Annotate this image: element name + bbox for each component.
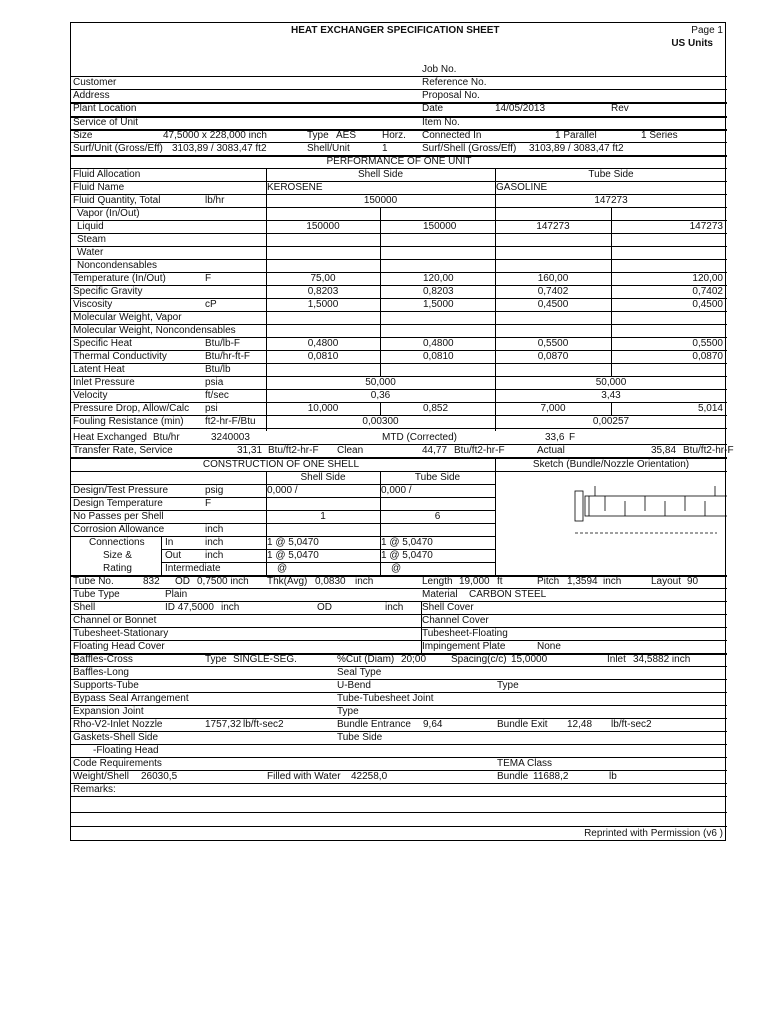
rule — [380, 311, 381, 324]
tube-no-label: Tube No. — [73, 576, 114, 587]
perf-row-label: Velocity — [73, 390, 108, 401]
transfer-rate-label: Transfer Rate, Service — [73, 445, 173, 456]
perf-row-label: Liquid — [77, 221, 104, 232]
layout-value: 90 — [687, 576, 699, 587]
perf-row-unit: lb/hr — [205, 195, 225, 206]
performance-title: PERFORMANCE OF ONE UNIT — [326, 156, 472, 167]
rating-label: Rating — [103, 563, 132, 574]
perf-row-label: Inlet Pressure — [73, 377, 135, 388]
rule — [71, 614, 727, 615]
tube-tubesheet-joint-label: Tube-Tubesheet Joint — [337, 693, 434, 704]
floating-head-label: -Floating Head — [93, 745, 159, 756]
tube-fluid-name: GASOLINE — [496, 182, 548, 193]
customer-label: Customer — [73, 77, 117, 88]
page-number: Page 1 — [691, 25, 723, 36]
perf-shell-out: 0,852 — [423, 403, 449, 414]
perf-shell-out: 0,0810 — [423, 351, 454, 362]
design-test-pressure-label: Design/Test Pressure — [73, 485, 169, 496]
series-value: 1 Series — [641, 130, 678, 141]
spec-sheet — [70, 22, 734, 841]
service-rate-unit: Btu/ft2-hr-F — [268, 445, 319, 456]
perf-tube-out: 0,7402 — [692, 286, 723, 297]
channel-cover-label: Channel Cover — [422, 615, 489, 626]
heat-exchanged-label: Heat Exchanged — [73, 432, 147, 443]
tube-side-header: Tube Side — [588, 169, 634, 180]
units-label: US Units — [671, 38, 713, 49]
dtp-tube-value: 0,000 / — [381, 485, 412, 496]
reprinted-note: Reprinted with Permission (v6 ) — [584, 828, 723, 839]
perf-shell-value: 50,000 — [365, 377, 396, 388]
perf-row-label: Thermal Conductivity — [73, 351, 167, 362]
conn-out-shell: 1 @ 5,0470 — [267, 550, 319, 561]
perf-row-label: Vapor (In/Out) — [77, 208, 140, 219]
service-of-unit-label: Service of Unit — [73, 117, 139, 128]
rule — [495, 168, 496, 431]
baffle-type-value: SINGLE-SEG. — [233, 654, 297, 665]
rule — [380, 350, 381, 363]
perf-tube-in: 0,7402 — [537, 286, 569, 297]
rule — [71, 826, 727, 827]
rule — [71, 116, 727, 118]
surf-shell-value: 3103,89 / 3083,47 ft2 — [529, 143, 624, 154]
length-label: Length — [422, 576, 453, 587]
rule — [161, 536, 162, 576]
rule — [380, 324, 381, 337]
perf-row-unit: psia — [205, 377, 224, 388]
perf-shell-in: 10,000 — [307, 403, 339, 414]
rule — [611, 272, 612, 285]
rule — [380, 207, 381, 220]
cut-label: %Cut (Diam) — [337, 654, 395, 665]
perf-row-unit: Btu/lb — [205, 364, 231, 375]
perf-row-label: Pressure Drop, Allow/Calc — [73, 403, 190, 414]
bundle-label: Bundle — [497, 771, 529, 782]
rule — [380, 471, 381, 576]
perf-row-unit: ft2-hr-F/Btu — [205, 416, 256, 427]
actual-value: 35,84 — [651, 445, 677, 456]
rule — [71, 428, 727, 429]
rule — [611, 285, 612, 298]
layout-label: Layout — [651, 576, 682, 587]
perf-tube-in: 160,00 — [537, 273, 569, 284]
horz-label: Horz. — [382, 130, 406, 141]
clean-label: Clean — [337, 445, 364, 456]
rule — [266, 471, 267, 576]
rule — [71, 796, 727, 797]
rule — [71, 259, 727, 260]
inch-unit: inch — [221, 602, 240, 613]
rule — [71, 640, 727, 641]
perf-shell-value: 150000 — [363, 195, 398, 206]
passes-tube-value: 6 — [434, 511, 441, 522]
perf-shell-value: 0,36 — [370, 390, 391, 401]
parallel-value: 1 Parallel — [555, 130, 597, 141]
construction-title: CONSTRUCTION OF ONE SHELL — [202, 459, 360, 470]
no-passes-label: No Passes per Shell — [73, 511, 164, 522]
perf-row-unit: Btu/hr-ft-F — [205, 351, 251, 362]
rule — [71, 679, 727, 680]
rule — [71, 233, 727, 234]
tube-side-label: Tube Side — [337, 732, 383, 743]
bypass-seal-label: Bypass Seal Arrangement — [73, 693, 189, 704]
item-no-label: Item No. — [422, 117, 460, 128]
shell-label: Shell — [73, 602, 96, 613]
type-label: Type — [307, 130, 329, 141]
rule — [71, 731, 727, 732]
inch-unit: inch — [205, 537, 224, 548]
perf-row-label: Viscosity — [73, 299, 113, 310]
conn-in-tube: 1 @ 5,0470 — [381, 537, 433, 548]
rule — [71, 705, 727, 706]
tema-class-label: TEMA Class — [497, 758, 553, 769]
at-shell: @ — [277, 563, 288, 574]
thk-value: 0,0830 — [315, 576, 346, 587]
shell-unit-label: Shell/Unit — [307, 143, 350, 154]
rule — [380, 363, 381, 376]
mtd-label: MTD (Corrected) — [382, 432, 458, 443]
lb-unit: lb — [609, 771, 617, 782]
perf-tube-out: 120,00 — [692, 273, 723, 284]
mtd-value: 33,6 — [545, 432, 565, 443]
date-value: 14/05/2013 — [495, 103, 546, 114]
f-unit: F — [205, 498, 212, 509]
code-requirements-label: Code Requirements — [73, 758, 162, 769]
material-value: CARBON STEEL — [469, 589, 547, 600]
conn-in-shell: 1 @ 5,0470 — [267, 537, 319, 548]
rule — [71, 207, 727, 208]
rule — [266, 168, 267, 431]
perf-row-label: Water — [77, 247, 104, 258]
cut-value: 20;00 — [401, 654, 427, 665]
rule — [611, 311, 612, 324]
perf-shell-out: 0,8203 — [423, 286, 454, 297]
tube-type-label: Tube Type — [73, 589, 120, 600]
heat-exchanged-value: 3240003 — [211, 432, 250, 443]
rule — [380, 233, 381, 246]
inlet-label: Inlet — [607, 654, 626, 665]
rule — [495, 457, 496, 576]
length-value: 19,000 — [459, 576, 490, 587]
perf-row-unit: Btu/lb-F — [205, 338, 241, 349]
pitch-label: Pitch — [537, 576, 560, 587]
perf-shell-in: 75,00 — [310, 273, 336, 284]
rule — [611, 233, 612, 246]
rule — [380, 259, 381, 272]
remarks-label: Remarks: — [73, 784, 116, 795]
perf-shell-out: 1,5000 — [423, 299, 454, 310]
clean-value: 44,77 — [422, 445, 448, 456]
perf-shell-in: 0,0810 — [307, 351, 339, 362]
bundle-entrance-label: Bundle Entrance — [337, 719, 411, 730]
perf-shell-in: 1,5000 — [307, 299, 339, 310]
perf-row-unit: F — [205, 273, 212, 284]
rule — [611, 350, 612, 363]
rule — [71, 757, 727, 758]
pitch-value: 1,3594 — [567, 576, 598, 587]
rule — [71, 89, 727, 90]
perf-row-label: Steam — [77, 234, 106, 245]
rule — [71, 575, 727, 577]
baffles-long-label: Baffles-Long — [73, 667, 129, 678]
rule — [380, 246, 381, 259]
surf-shell-label: Surf/Shell (Gross/Eff) — [422, 143, 517, 154]
rule — [380, 285, 381, 298]
size-amp-label: Size & — [103, 550, 132, 561]
perf-shell-value: 0,00300 — [362, 416, 399, 427]
rule — [611, 298, 612, 311]
perf-shell-in: 0,4800 — [307, 338, 339, 349]
rule — [380, 337, 381, 350]
rule — [611, 207, 612, 220]
perf-tube-value: 3,43 — [601, 390, 621, 401]
rule — [71, 142, 727, 143]
type-label: Type — [497, 680, 519, 691]
dtp-shell-value: 0,000 / — [267, 485, 298, 496]
bundle-entrance-value: 9,64 — [423, 719, 443, 730]
connected-in-label: Connected In — [422, 130, 482, 141]
weight-shell-value: 26030,5 — [141, 771, 178, 782]
rule — [71, 363, 727, 364]
mtd-unit: F — [569, 432, 576, 443]
od-label: OD — [175, 576, 190, 587]
supports-tube-label: Supports-Tube — [73, 680, 139, 691]
baffle-type-label: Type — [205, 654, 227, 665]
channel-bonnet-label: Channel or Bonnet — [73, 615, 157, 626]
perf-row-unit: psi — [205, 403, 218, 414]
thk-label: Thk(Avg) — [267, 576, 308, 587]
bundle-exit-label: Bundle Exit — [497, 719, 548, 730]
gaskets-shell-label: Gaskets-Shell Side — [73, 732, 159, 743]
shell-id-value: ID 47,5000 — [165, 602, 214, 613]
intermediate-label: Intermediate — [165, 563, 221, 574]
rho-v2-label: Rho-V2-Inlet Nozzle — [73, 719, 163, 730]
bundle-exit-value: 12,48 — [567, 719, 593, 730]
perf-shell-out: 0,4800 — [423, 338, 454, 349]
perf-tube-out: 5,014 — [697, 403, 723, 414]
surf-unit-label: Surf/Unit (Gross/Eff) — [73, 143, 163, 154]
clean-unit: Btu/ft2-hr-F — [454, 445, 505, 456]
heat-exchanged-unit: Btu/hr — [153, 432, 180, 443]
bundle-value: 11688,2 — [533, 771, 569, 782]
tubesheet-stationary-label: Tubesheet-Stationary — [73, 628, 169, 639]
plant-location-label: Plant Location — [73, 103, 137, 114]
shell-od-label: OD — [317, 602, 332, 613]
surf-unit-value: 3103,89 / 3083,47 ft2 — [172, 143, 267, 154]
design-temperature-label: Design Temperature — [73, 498, 163, 509]
spacing-value: 15,0000 — [511, 654, 548, 665]
rule — [71, 653, 727, 655]
rev-label: Rev — [611, 103, 629, 114]
shell-unit-value: 1 — [382, 143, 388, 154]
perf-row-unit: ft/sec — [205, 390, 229, 401]
weight-shell-label: Weight/Shell — [73, 771, 129, 782]
out-label: Out — [165, 550, 182, 561]
perf-row-label: Fouling Resistance (min) — [73, 416, 184, 427]
rule — [611, 402, 612, 415]
inch-unit: inch — [603, 576, 622, 587]
filled-water-label: Filled with Water — [267, 771, 341, 782]
sketch-title: Sketch (Bundle/Nozzle Orientation) — [532, 459, 690, 470]
perf-tube-in: 7,000 — [540, 403, 566, 414]
perf-tube-in: 147273 — [536, 221, 570, 232]
material-label: Material — [422, 589, 458, 600]
perf-shell-out: 150000 — [423, 221, 457, 232]
shell-side-col-header: Shell Side — [300, 472, 346, 483]
impingement-value: None — [537, 641, 561, 652]
perf-tube-out: 0,0870 — [692, 351, 723, 362]
inlet-value: 34,5882 inch — [633, 654, 691, 665]
in-label: In — [165, 537, 174, 548]
rule — [611, 259, 612, 272]
ft-unit: ft — [497, 576, 503, 587]
rule — [611, 246, 612, 259]
service-rate-value: 31,31 — [237, 445, 263, 456]
actual-unit: Btu/ft2-hr-F — [683, 445, 734, 456]
rule — [71, 666, 727, 667]
inch-unit: inch — [385, 602, 404, 613]
shell-fluid-name: KEROSENE — [267, 182, 323, 193]
connections-label: Connections — [89, 537, 145, 548]
rule — [421, 601, 422, 653]
psig-unit: psig — [205, 485, 224, 496]
fluid-allocation-label: Fluid Allocation — [73, 169, 141, 180]
proposal-no-label: Proposal No. — [422, 90, 480, 101]
rule — [611, 324, 612, 337]
perf-tube-in: 0,4500 — [537, 299, 569, 310]
rule — [611, 337, 612, 350]
date-label: Date — [422, 103, 444, 114]
floating-head-cover-label: Floating Head Cover — [73, 641, 165, 652]
inch-unit: inch — [205, 550, 224, 561]
rule — [380, 402, 381, 415]
perf-row-label: Fluid Quantity, Total — [73, 195, 161, 206]
shell-side-header: Shell Side — [357, 169, 404, 180]
expansion-joint-label: Expansion Joint — [73, 706, 144, 717]
shell-cover-label: Shell Cover — [422, 602, 474, 613]
seal-type-label: Seal Type — [337, 667, 382, 678]
bundle-sketch — [565, 471, 727, 551]
tube-no-value: 832 — [143, 576, 160, 587]
perf-tube-value: 0,00257 — [592, 416, 630, 427]
rule — [71, 783, 727, 784]
rule — [71, 181, 727, 182]
u-bend-label: U-Bend — [337, 680, 371, 691]
rule — [71, 627, 727, 628]
perf-tube-out: 0,4500 — [692, 299, 723, 310]
tube-type-value: Plain — [165, 589, 188, 600]
inch-unit: inch — [355, 576, 374, 587]
perf-tube-out: 0,5500 — [692, 338, 723, 349]
perf-row-label: Temperature (In/Out) — [73, 273, 166, 284]
perf-shell-out: 120,00 — [423, 273, 454, 284]
sheet-title: HEAT EXCHANGER SPECIFICATION SHEET — [291, 25, 500, 36]
perf-tube-out: 147273 — [689, 221, 723, 232]
actual-label: Actual — [537, 445, 565, 456]
impingement-plate-label: Impingement Plate — [422, 641, 506, 652]
perf-tube-in: 0,0870 — [537, 351, 569, 362]
rule — [611, 363, 612, 376]
perf-row-label: Molecular Weight, Noncondensables — [73, 325, 236, 336]
perf-row-unit: cP — [205, 299, 217, 310]
perf-shell-in: 150000 — [306, 221, 340, 232]
perf-row-label: Specific Heat — [73, 338, 132, 349]
perf-row-label: Molecular Weight, Vapor — [73, 312, 182, 323]
od-value: 0,7500 inch — [197, 576, 249, 587]
address-label: Address — [73, 90, 110, 101]
rule — [71, 76, 727, 77]
bundle-exit-unit: lb/ft-sec2 — [611, 719, 652, 730]
baffles-cross-label: Baffles-Cross — [73, 654, 133, 665]
spacing-label: Spacing(c/c) — [451, 654, 507, 665]
rule — [380, 272, 381, 285]
tubesheet-floating-label: Tubesheet-Floating — [422, 628, 508, 639]
corrosion-allowance-label: Corrosion Allowance — [73, 524, 165, 535]
perf-row-label: Specific Gravity — [73, 286, 143, 297]
perf-shell-in: 0,8203 — [307, 286, 339, 297]
fluid-name-label: Fluid Name — [73, 182, 125, 193]
inch-unit: inch — [205, 524, 224, 535]
perf-tube-in: 0,5500 — [537, 338, 569, 349]
passes-shell-value: 1 — [320, 511, 326, 522]
size-label: Size — [73, 130, 93, 141]
perf-tube-value: 147273 — [594, 195, 628, 206]
tube-side-col-header: Tube Side — [414, 472, 461, 483]
rule — [71, 744, 727, 745]
size-value: 47,5000 x 228,000 inch — [163, 130, 267, 141]
rho-v2-unit: lb/ft-sec2 — [243, 719, 284, 730]
type-label: Type — [337, 706, 359, 717]
reference-no-label: Reference No. — [422, 77, 487, 88]
at-tube: @ — [391, 563, 402, 574]
rule — [71, 246, 727, 247]
rule — [380, 220, 381, 233]
rule — [611, 220, 612, 233]
type-value: AES — [336, 130, 357, 141]
rule — [380, 298, 381, 311]
perf-row-label: Latent Heat — [73, 364, 125, 375]
filled-water-value: 42258,0 — [351, 771, 388, 782]
job-no-label: Job No. — [422, 64, 457, 75]
perf-row-label: Noncondensables — [77, 260, 158, 271]
conn-out-tube: 1 @ 5,0470 — [381, 550, 433, 561]
perf-tube-value: 50,000 — [595, 377, 627, 388]
rho-v2-value: 1757,32 — [205, 719, 242, 730]
rule — [71, 812, 727, 813]
